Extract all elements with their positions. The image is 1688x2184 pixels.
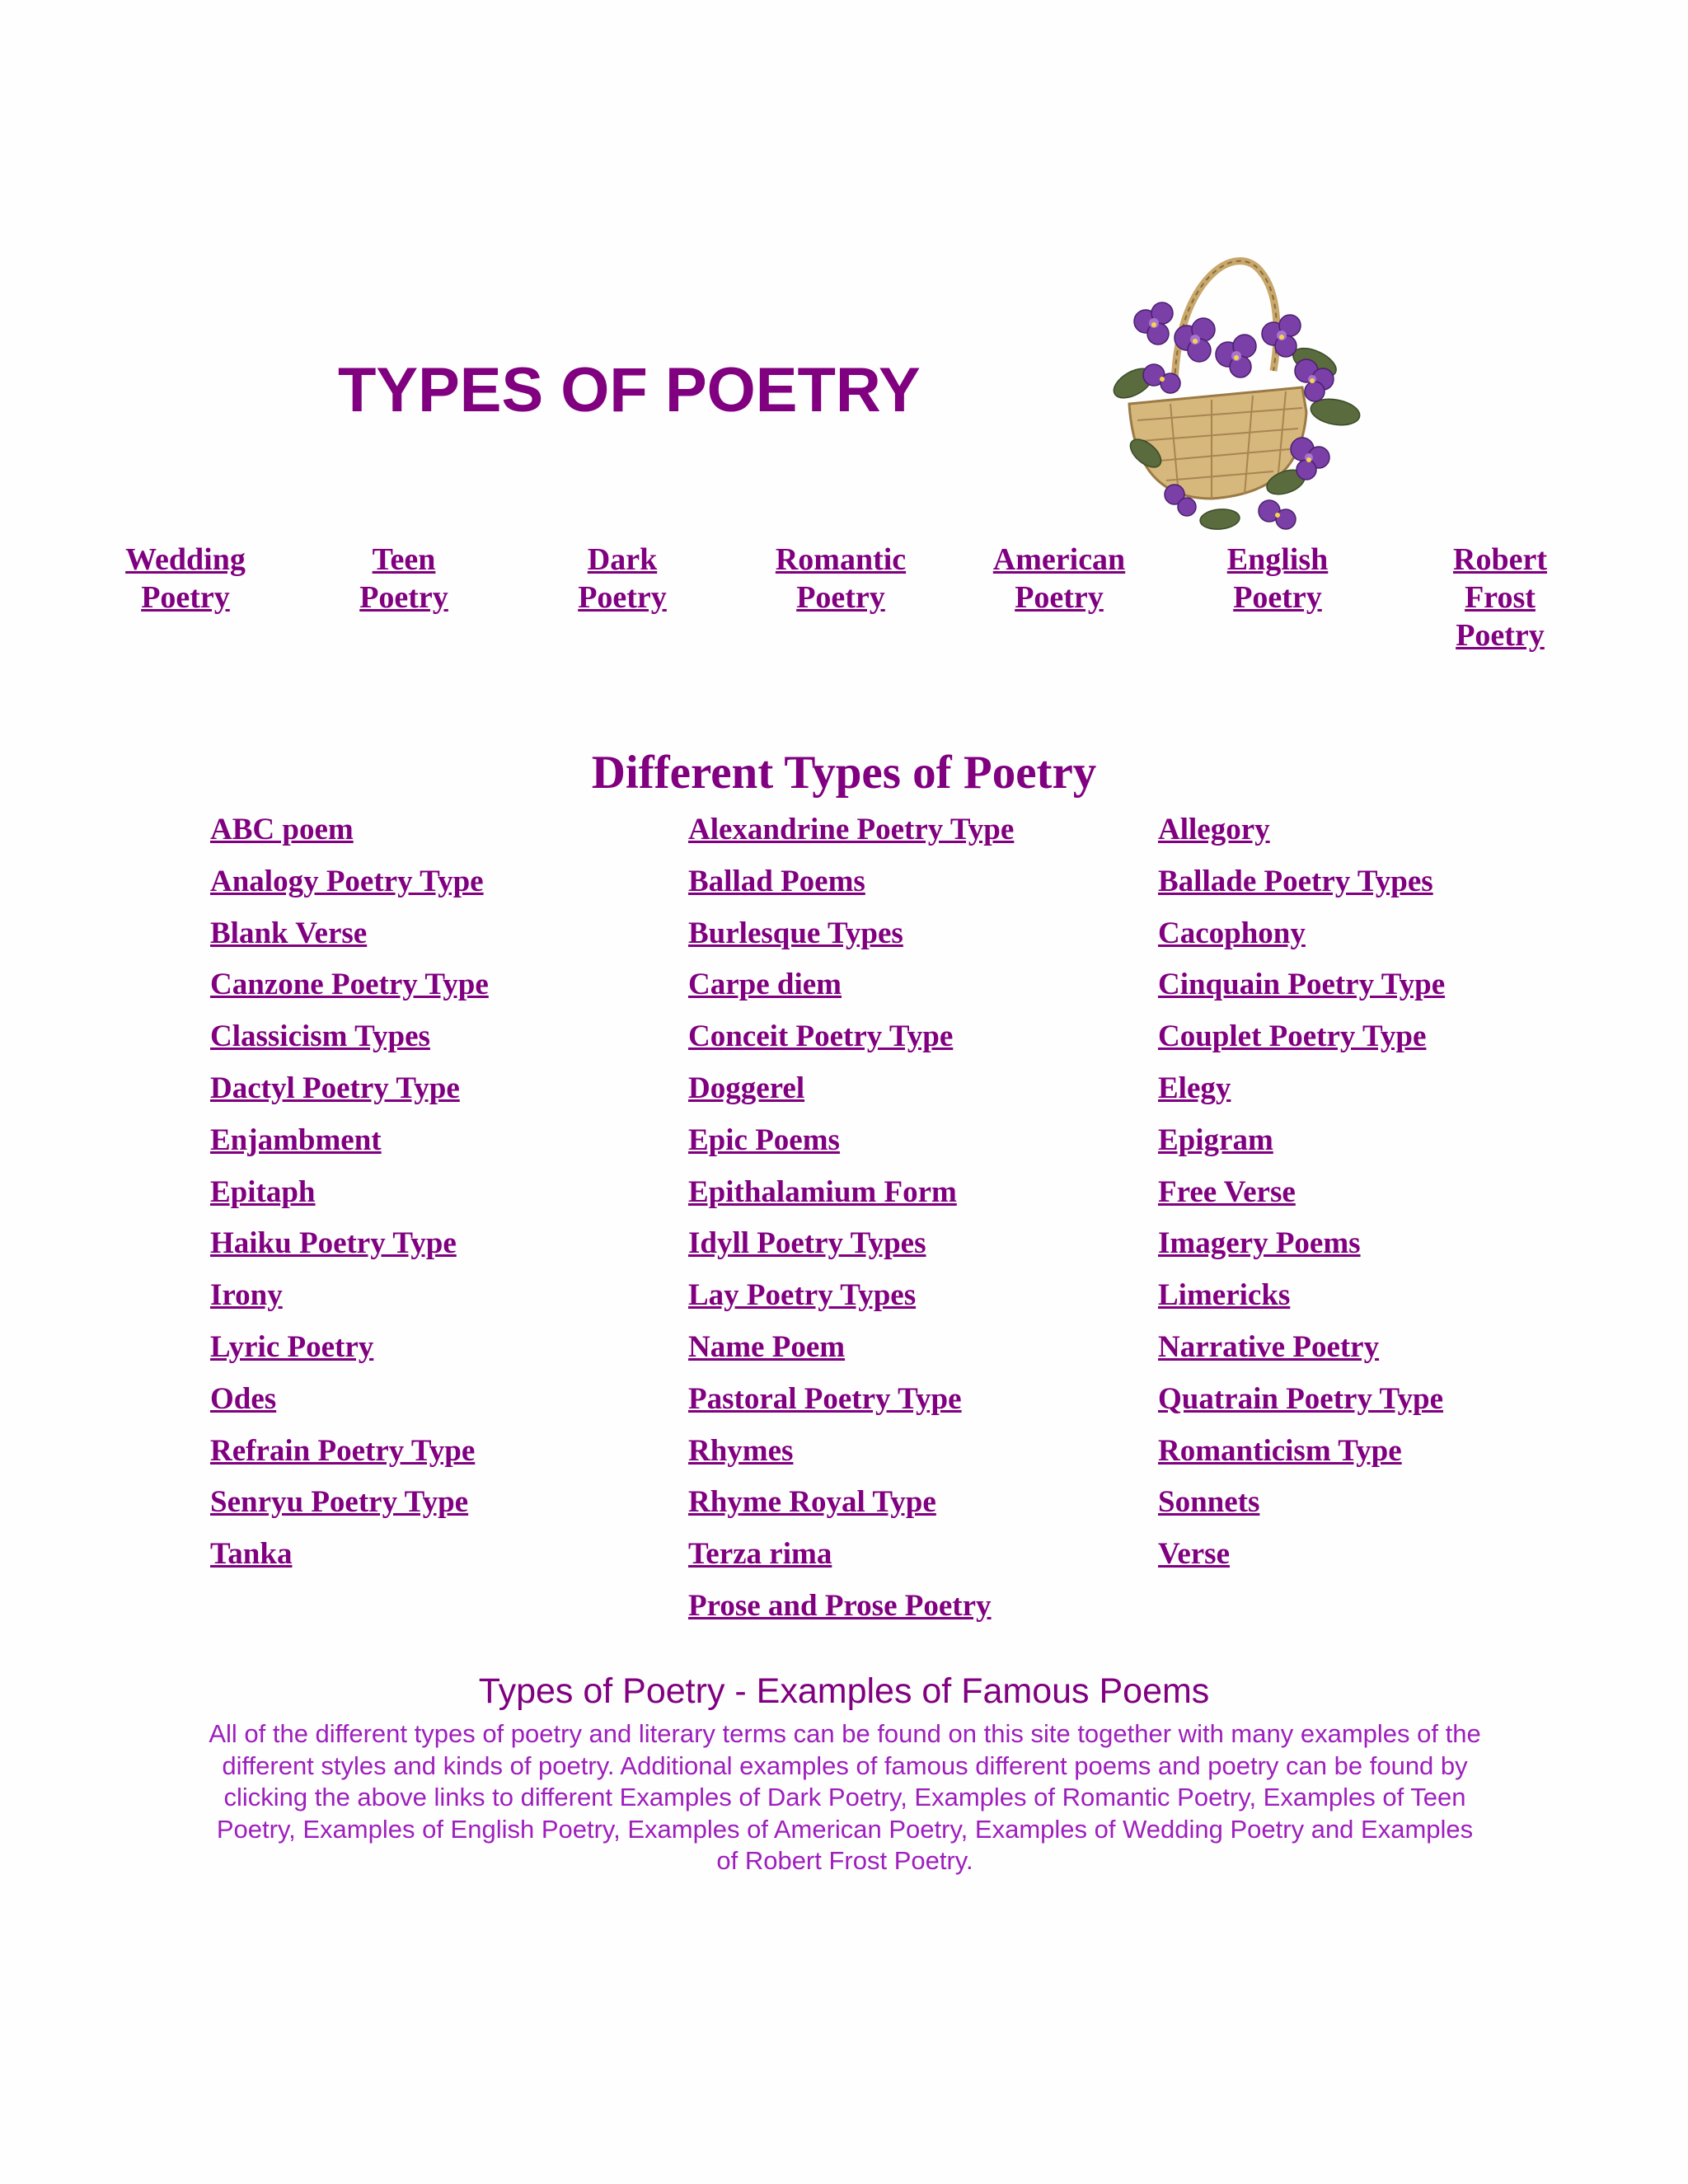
nav-link-dark-poetry[interactable]: Dark Poetry [578, 542, 667, 615]
type-link[interactable]: Alexandrine Poetry Type [688, 813, 1015, 846]
types-section-heading: Different Types of Poetry [591, 747, 1097, 799]
type-link[interactable]: Burlesque Types [688, 916, 903, 950]
type-link[interactable]: Analogy Poetry Type [210, 864, 484, 898]
nav-link-american-poetry[interactable]: American Poetry [992, 542, 1126, 615]
poetry-types-grid [0, 812, 1688, 1628]
flower-basket-icon [1096, 247, 1376, 540]
footer-description: All of the different types of poetry and literary terms can be found on this site together with many examples of the different styles and kinds of poetry. Additional examples of famous different poems and poetry can be found by clicking the above links to different Examples of Dark Poetry, Examples of Romantic Poetry, Examples of Teen Poetry, Examples of English Poetry, Examples of American Poetry, Examples of Wedding Poetry and Examples of Robert Frost Poetry. [209, 1719, 1481, 1875]
type-link[interactable]: Rhymes [688, 1433, 794, 1468]
type-link[interactable]: Ballade Poetry Types [1158, 864, 1433, 898]
type-link[interactable]: Lay Poetry Types [688, 1278, 917, 1313]
type-link[interactable]: Romanticism Type [1158, 1433, 1402, 1468]
types-column-2 [688, 812, 1014, 1640]
nav-link-wedding-poetry[interactable]: Wedding Poetry [125, 542, 246, 615]
type-link[interactable]: Epic Poems [688, 1122, 840, 1157]
type-link[interactable]: Haiku Poetry Type [210, 1226, 457, 1261]
page-title: TYPES OF POETRY [338, 355, 921, 425]
type-link[interactable]: Sonnets [1158, 1485, 1260, 1520]
type-link[interactable]: ABC poem [210, 813, 354, 846]
type-link[interactable]: Doggerel [688, 1071, 805, 1105]
type-link[interactable]: Cacophony [1158, 916, 1306, 950]
type-link[interactable]: Couplet Poetry Type [1158, 1019, 1427, 1054]
nav-link-romantic-poetry[interactable]: Romantic Poetry [775, 542, 907, 615]
type-link[interactable]: Dactyl Poetry Type [210, 1071, 460, 1105]
type-link[interactable]: Imagery Poems [1158, 1226, 1361, 1261]
type-link[interactable]: Canzone Poetry Type [210, 968, 489, 1002]
type-link[interactable]: Allegory [1158, 813, 1270, 846]
type-link[interactable]: Tanka [210, 1537, 293, 1572]
type-link[interactable]: Limericks [1158, 1278, 1291, 1313]
nav-link-robert-frost-poetry[interactable]: Robert Frost Poetry [1453, 542, 1547, 653]
top-navigation [124, 541, 1607, 653]
types-column-1 [210, 812, 489, 1588]
type-link[interactable]: Narrative Poetry [1158, 1329, 1380, 1364]
type-link[interactable]: Rhyme Royal Type [688, 1485, 936, 1520]
type-link[interactable]: Enjambment [210, 1122, 382, 1157]
type-link[interactable]: Senryu Poetry Type [210, 1485, 469, 1520]
type-link[interactable]: Epithalamium Form [688, 1174, 957, 1209]
type-link[interactable]: Quatrain Poetry Type [1158, 1381, 1443, 1416]
type-link[interactable]: Irony [210, 1278, 283, 1313]
type-link[interactable]: Prose and Prose Poetry [688, 1588, 992, 1623]
type-link[interactable]: Free Verse [1158, 1174, 1296, 1209]
type-link[interactable]: Ballad Poems [688, 864, 865, 898]
type-link[interactable]: Epitaph [210, 1174, 316, 1209]
type-link[interactable]: Verse [1158, 1537, 1230, 1572]
type-link[interactable]: Elegy [1158, 1071, 1231, 1105]
type-link[interactable]: Refrain Poetry Type [210, 1433, 476, 1468]
footer-title: Types of Poetry - Examples of Famous Poems [478, 1671, 1210, 1711]
type-link[interactable]: Classicism Types [210, 1019, 430, 1054]
type-link[interactable]: Epigram [1158, 1122, 1273, 1157]
type-link[interactable]: Blank Verse [210, 916, 368, 950]
types-column-3 [1158, 812, 1445, 1588]
type-link[interactable]: Cinquain Poetry Type [1158, 968, 1446, 1002]
nav-link-teen-poetry[interactable]: Teen Poetry [359, 542, 448, 615]
type-link[interactable]: Lyric Poetry [210, 1329, 374, 1364]
type-link[interactable]: Idyll Poetry Types [688, 1226, 926, 1261]
type-link[interactable]: Odes [210, 1381, 277, 1416]
nav-link-english-poetry[interactable]: English Poetry [1226, 542, 1329, 615]
type-link[interactable]: Terza rima [688, 1537, 832, 1572]
type-link[interactable]: Carpe diem [688, 968, 842, 1002]
type-link[interactable]: Pastoral Poetry Type [688, 1381, 962, 1416]
type-link[interactable]: Name Poem [688, 1329, 846, 1364]
type-link[interactable]: Conceit Poetry Type [688, 1019, 954, 1054]
